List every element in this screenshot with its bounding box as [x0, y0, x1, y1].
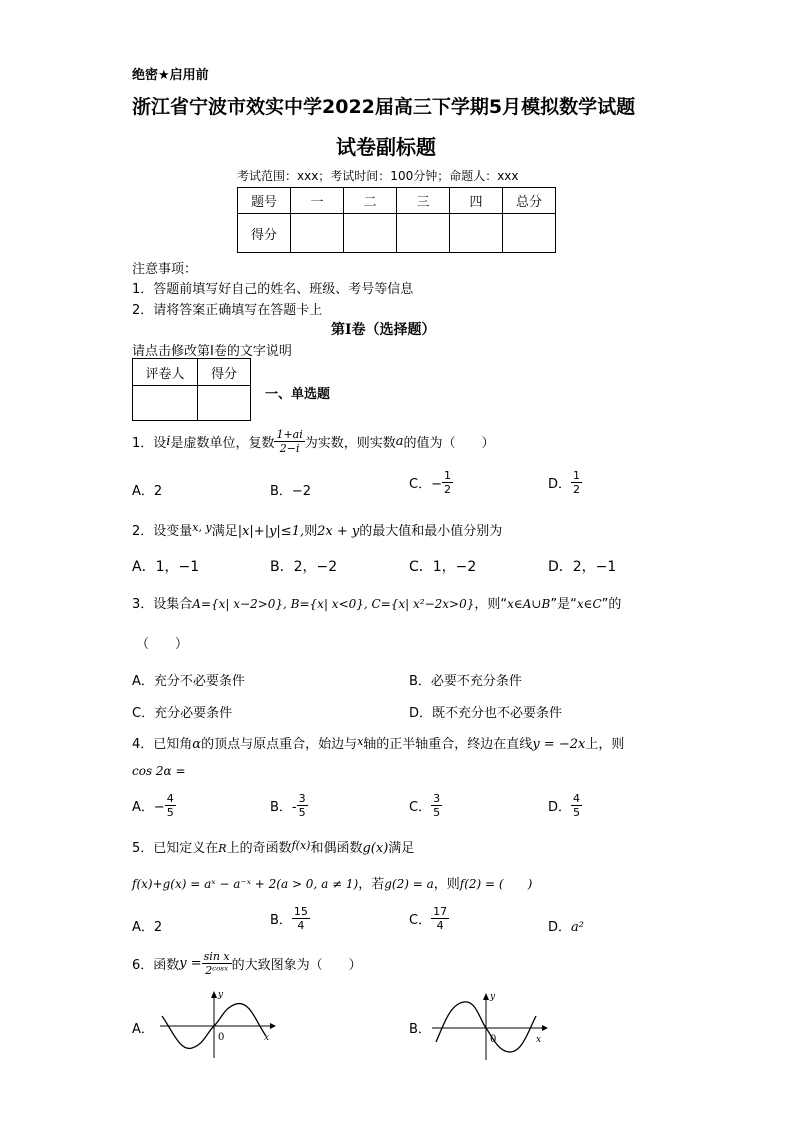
- q4-option-d[interactable]: D． $\frac{4}{5}$: [548, 792, 581, 819]
- score-header-cell: 四: [450, 188, 503, 214]
- grader-header: 得分: [198, 359, 251, 386]
- q2-option-b[interactable]: B．2，−2: [270, 559, 338, 575]
- score-input-cell[interactable]: [344, 214, 397, 253]
- q1-option-c[interactable]: C．− $\frac{1}{2}$: [409, 469, 451, 496]
- q5-option-a[interactable]: A．2: [132, 920, 163, 935]
- q1-option-a[interactable]: A．2: [132, 484, 163, 499]
- q3-option-b[interactable]: B．必要不充分条件: [409, 674, 522, 689]
- part1-title: 第I卷（选择题）: [331, 322, 436, 338]
- grader-input-cell[interactable]: [198, 386, 251, 421]
- score-header-cell: 三: [397, 188, 450, 214]
- score-input-cell[interactable]: [450, 214, 503, 253]
- question-6: 6．函数 y = $\frac{\text{sin x}}{\text{2ᶜᵒˢˣ}}$ 的大致图象为（ ）: [132, 950, 362, 977]
- q1-var: i: [166, 434, 171, 449]
- q1-text: 为实数，则实数: [304, 436, 396, 451]
- grader-table: [132, 358, 251, 421]
- score-header-cell: 一: [291, 188, 344, 214]
- q4-option-b[interactable]: B．- $\frac{3}{5}$: [270, 792, 306, 819]
- grader-input-cell[interactable]: [133, 386, 198, 421]
- q4-line2: cos 2α =: [132, 764, 186, 778]
- q6-a-axis-y: y: [218, 990, 224, 1000]
- question-2: 2．设变量$^{x, y}$满足|x|+|y|≤1,则2x + y的最大值和最小值分别为: [132, 521, 503, 539]
- q6-b-axis-x: x: [536, 1035, 542, 1045]
- q1-text: 1．设: [132, 436, 167, 451]
- q6-a-axis-x: x: [264, 1033, 270, 1043]
- score-input-cell[interactable]: [291, 214, 344, 253]
- q1-option-b[interactable]: B．−2: [270, 484, 312, 499]
- q6-a-origin: 0: [218, 1032, 225, 1043]
- q5-line2: f(x)+g(x) = aˣ − a⁻ˣ + 2(a > 0, a ≠ 1)，若g(2) = a，则f(2) = ( ): [132, 877, 533, 892]
- q4-option-c[interactable]: C． $\frac{3}{5}$: [409, 792, 441, 819]
- q2-option-c[interactable]: C．1，−2: [409, 559, 477, 575]
- score-header-cell: 题号: [238, 188, 291, 214]
- notes-title: 注意事项：: [132, 262, 198, 277]
- q1-fraction: $\frac{1+ai}{2-i}$: [276, 428, 303, 455]
- q1-text: 的值为（ ）: [403, 436, 495, 451]
- exam-title: 浙江省宁波市效实中学2022届高三下学期5月模拟数学试题: [132, 96, 636, 118]
- q5-option-d[interactable]: D．a²: [548, 920, 584, 935]
- grader-header: 评卷人: [133, 359, 198, 386]
- question-1: [132, 428, 495, 455]
- exam-subtitle: 试卷副标题: [336, 135, 436, 159]
- q1-option-d[interactable]: D． $\frac{1}{2}$: [548, 469, 581, 496]
- q6-b-axis-y: y: [490, 992, 496, 1002]
- q6-option-a-graph[interactable]: [158, 990, 276, 1060]
- q6-option-a-label[interactable]: A．: [132, 1022, 154, 1037]
- score-input-cell[interactable]: [397, 214, 450, 253]
- part1-desc[interactable]: 请点击修改第I卷的文字说明: [132, 344, 292, 359]
- q3-option-c[interactable]: C．充分必要条件: [132, 706, 233, 721]
- q2-option-d[interactable]: D．2，−1: [548, 559, 617, 575]
- score-header-cell: 二: [344, 188, 397, 214]
- q1-text: 是虚数单位，复数: [170, 436, 275, 451]
- secret-label: 绝密★启用前: [132, 68, 209, 83]
- q6-option-b-label[interactable]: B．: [409, 1022, 431, 1037]
- score-header-cell: 总分: [503, 188, 556, 214]
- question-3: 3．设集合A={x| x−2>0}, B={x| x<0}, C={x| x²−2x>0}，则“x∈A∪B”是“x∈C”的: [132, 597, 622, 612]
- score-row-label: 得分: [238, 214, 291, 253]
- question-4: 4．已知角α的顶点与原点重合，始边与$^x$轴的正半轴重合，终边在直线y = −2x上，则: [132, 735, 625, 752]
- notes-item: 2．请将答案正确填写在答题卡上: [132, 303, 323, 318]
- exam-info: 考试范围：xxx；考试时间：100分钟；命题人：xxx: [237, 169, 519, 183]
- score-input-cell[interactable]: [503, 214, 556, 253]
- section-title: 一、单选题: [265, 387, 331, 402]
- q6-option-b-graph[interactable]: [430, 992, 548, 1062]
- score-table: [237, 187, 556, 253]
- question-5: 5．已知定义在R上的奇函数$^{f(x)}$和偶函数g(x)满足: [132, 839, 415, 856]
- q5-option-b[interactable]: B． $\frac{15}{4}$: [270, 905, 308, 932]
- q5-option-c[interactable]: C． $\frac{17}{4}$: [409, 905, 448, 932]
- q3-paren: （ ）: [136, 637, 189, 652]
- q3-option-a[interactable]: A．充分不必要条件: [132, 674, 245, 689]
- q4-option-a[interactable]: A．− $\frac{4}{5}$: [132, 792, 174, 819]
- q6-b-origin: 0: [490, 1034, 497, 1045]
- q2-option-a[interactable]: A．1，−1: [132, 559, 200, 575]
- notes-item: 1．答题前填写好自己的姓名、班级、考号等信息: [132, 282, 414, 297]
- q3-option-d[interactable]: D．既不充分也不必要条件: [409, 706, 563, 721]
- q1-var: a: [395, 434, 404, 449]
